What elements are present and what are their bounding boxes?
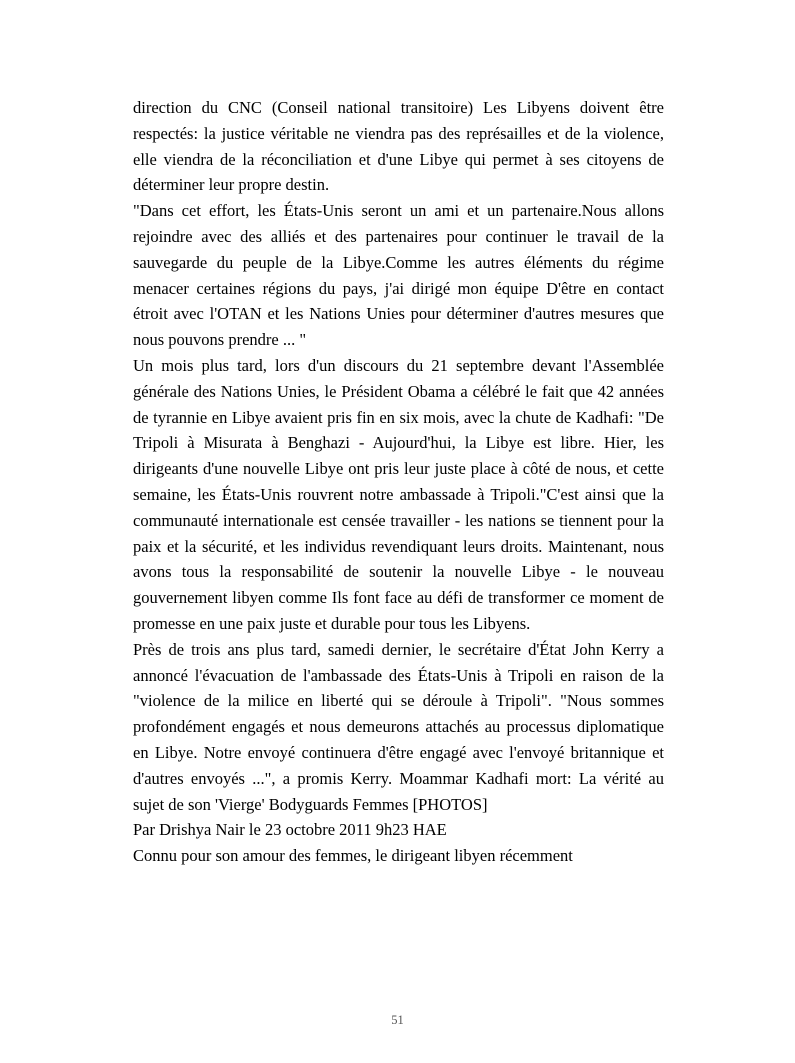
page-number: 51 — [391, 1013, 404, 1027]
text-block — [133, 95, 664, 869]
paragraph: Près de trois ans plus tard, samedi dernier, le secrétaire d'État John Kerry a annoncé l'évacuation de l'ambassade des États-Unis à Tripoli en raison de la "violence de la milice en liberté qui se déroule à Tripoli". "Nous sommes profondément engagés et nous demeurons attachés au processus diplomatique en Libye. Notre envoyé continuera d'être engagé avec l'envoyé britannique et d'autres envoyés ...", a promis Kerry. Moammar Kadhafi mort: La vérité au sujet de son 'Vierge' Bodyguards Femmes [PHOTOS] — [133, 639, 664, 814]
paragraph: Connu pour son amour des femmes, le dirigeant libyen récemment — [133, 846, 573, 866]
paragraph: direction du CNC (Conseil national transitoire) Les Libyens doivent être respectés: la justice véritable ne viendra pas des représailles et de la violence, elle viendra de la réconciliation et d'une Libye qui permet à ses citoyens de déterminer leur propre destin. — [133, 98, 664, 195]
paragraph: Un mois plus tard, lors d'un discours du 21 septembre devant l'Assemblée générale des Nations Unies, le Président Obama a célébré le fait que 42 années de tyrannie en Libye avaient pris fin en six mois, avec la chute de Kadhafi: "De Tripoli à Misurata à Benghazi - Aujourd'hui, la Libye est libre. Hier, les dirigeants d'une nouvelle Libye ont pris leur juste place à côté de nous, et cette semaine, les États-Unis rouvrent notre ambassade à Tripoli."C'est ainsi que la communauté internationale est censée travailler - les nations se tiennent pour la paix et la sécurité, et les individus revendiquant leurs droits. Maintenant, nous avons tous la responsabilité de soutenir la nouvelle Libye - le nouveau gouvernement libyen comme Ils font face au défi de transformer ce moment de promesse en une paix juste et durable pour tous les Libyens. — [133, 355, 664, 633]
paragraph: "Dans cet effort, les États-Unis seront un ami et un partenaire.Nous allons rejoindre avec des alliés et des partenaires pour continuer le travail de la sauvegarde du peuple de la Libye.Comme les autres éléments du régime menacer certaines régions du pays, j'ai dirigé mon équipe D'être en contact étroit avec l'OTAN et les Nations Unies pour déterminer d'autres mesures que nous pouvons prendre ... " — [133, 201, 664, 350]
byline: Par Drishya Nair le 23 octobre 2011 9h23 HAE — [133, 820, 447, 840]
